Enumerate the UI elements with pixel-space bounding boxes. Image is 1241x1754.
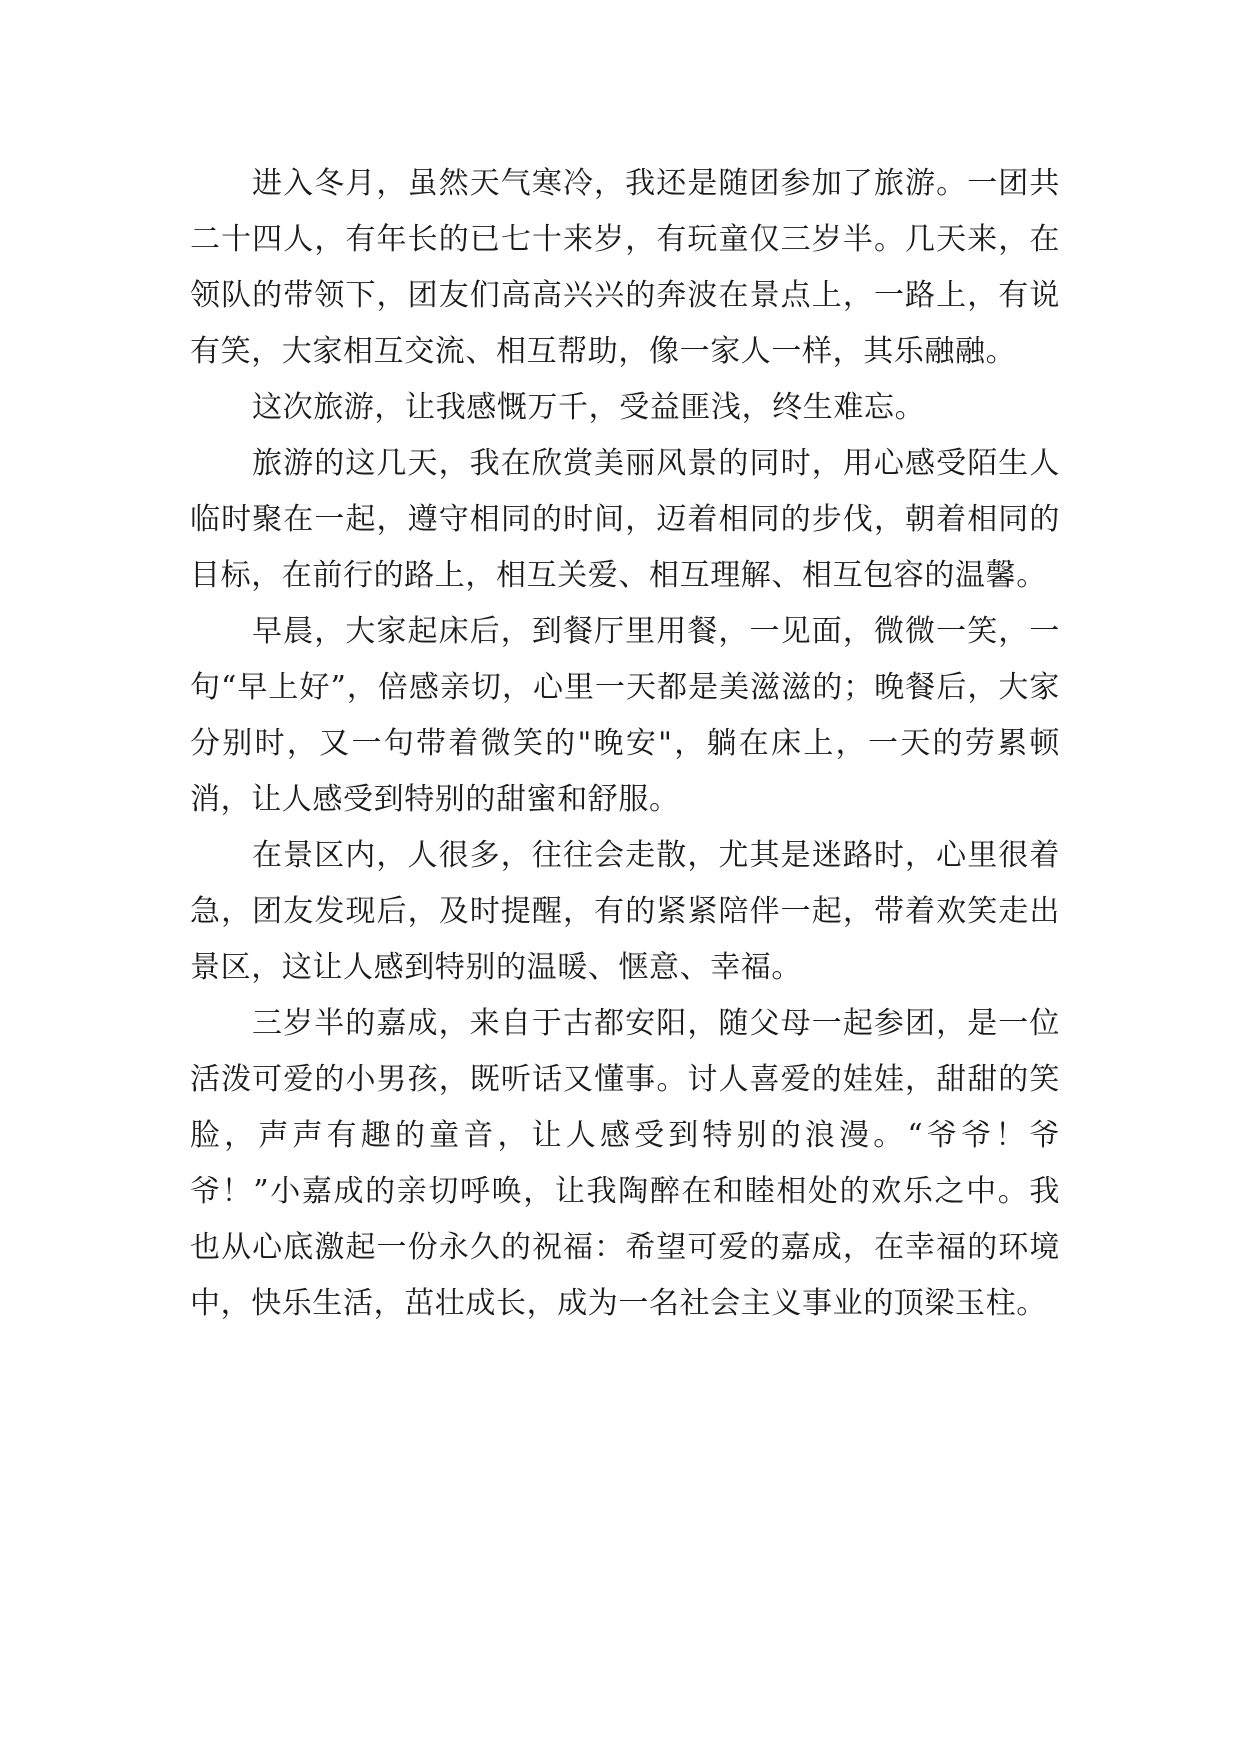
paragraph-morning-greeting: 早晨，大家起床后，到餐厅里用餐，一见面，微微一笑，一句“早上好”，倍感亲切，心里一天都是美滋滋的；晚餐后，大家分别时，又一句带着微笑的"晚安"，躺在床上，一天的劳累顿消，让人感受到特别的甜蜜和舒服。 xyxy=(190,614,1060,817)
paragraph-unforgettable: 这次旅游，让我感慨万千，受益匪浅，终生难忘。 xyxy=(252,390,926,425)
paragraph-winter-trip: 进入冬月，虽然天气寒冷，我还是随团参加了旅游。一团共二十四人，有年长的已七十来岁，有玩童仅三岁半。几天来，在领队的带领下，团友们高高兴兴的奔波在景点上，一路上，有说有笑，大家相互交流、相互帮助，像一家人一样，其乐融融。 xyxy=(190,166,1060,369)
document-page xyxy=(190,156,1060,1332)
paragraph-scenic-area: 在景区内，人很多，往往会走散，尤其是迷路时，心里很着急，团友发现后，及时提醒，有的紧紧陪伴一起，带着欢笑走出景区，这让人感到特别的温暖、惬意、幸福。 xyxy=(190,838,1060,985)
paragraph-jiacheng: 三岁半的嘉成，来自于古都安阳，随父母一起参团，是一位活泼可爱的小男孩，既听话又懂事。讨人喜爱的娃娃，甜甜的笑脸，声声有趣的童音，让人感受到特别的浪漫。“爷爷！爷爷！”小嘉成的亲切呼唤，让我陶醉在和睦相处的欢乐之中。我也从心底激起一份永久的祝福：希望可爱的嘉成，在幸福的环境中，快乐生活，茁壮成长，成为一名社会主义事业的顶梁玉柱。 xyxy=(190,1006,1060,1321)
paragraph-travel-days: 旅游的这几天，我在欣赏美丽风景的同时，用心感受陌生人临时聚在一起，遵守相同的时间，迈着相同的步伐，朝着相同的目标，在前行的路上，相互关爱、相互理解、相互包容的温馨。 xyxy=(190,446,1060,593)
